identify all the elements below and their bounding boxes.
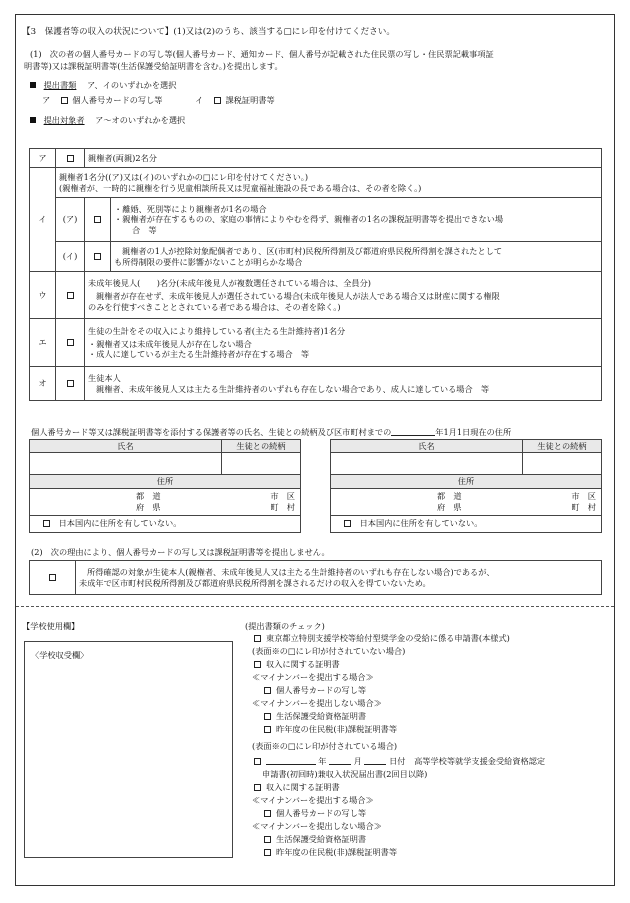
doc-type-i-checkbox[interactable] [214,97,221,104]
target-i-sub-i-checkbox[interactable] [94,253,101,260]
welfare-cert2-checkbox[interactable] [264,836,271,843]
doc-type-a-text: 個人番号カードの写し等 [72,95,163,105]
col-address: 住所 [30,475,301,488]
no-address-checkbox[interactable] [43,520,50,527]
target-i-sub-a-checkbox[interactable] [94,216,101,223]
welfare-cert-checkbox[interactable] [264,713,271,720]
target-a-text: 親権者(両親)2名分 [85,149,602,168]
sub-i-line2: も所得制限の要件に影響がないことが明らかな場合 [114,256,303,267]
pref-top: 都 道 [437,490,462,501]
target-label: 提出対象者 [43,115,85,125]
row-letter: ア [30,149,56,168]
part2-checkbox[interactable] [49,574,56,581]
doc-type-i-text: 課税証明書等 [225,95,275,105]
part2-line1: 所得確認の対象が生徒本人(親権者、未成年後見人又は主たる生計維持者のいずれも存在しない場合)であるが、 [87,567,495,578]
no-address-checkbox[interactable] [344,520,351,527]
guardian-table-left [29,439,301,533]
city-bottom: 町 村 [571,501,596,512]
school-receipt-box [24,641,233,858]
row-letter: オ [30,367,56,401]
part2-line2: 未成年で区市町村民税所得割及び都道府県民税所得割を課されるだけの収入を得ていないため。 [79,577,431,588]
doc-type-a-checkbox[interactable] [61,97,68,104]
welfare-cert [262,711,366,721]
mynumber-copy2 [262,808,366,818]
income-cert2-text: 収入に関する証明書 [266,782,340,792]
income-cert-text: 収入に関する証明書 [266,659,340,669]
mynumber-copy2-text: 個人番号カードの写し等 [276,808,367,818]
guardian-address-field[interactable] [30,488,301,515]
income-cert-checkbox[interactable] [254,661,261,668]
target-row-u [30,272,602,319]
pref-top: 都 道 [136,490,161,501]
income-cert2 [252,782,340,792]
target-o-line2: 親権者、未成年後見人又は主たる生計維持者のいずれも存在しない場合であり、成人に達している場合 等 [96,383,490,394]
part2-table [29,560,602,595]
tax-cert2-checkbox[interactable] [264,849,271,856]
support-app-checkbox[interactable] [254,758,261,765]
bullet-square-icon [30,82,36,88]
target-e-bullet1: ・親権者又は未成年後見人が存在しない場合 [88,338,252,349]
doc-type-a-letter: ア [42,95,51,105]
dashed-divider [16,606,614,607]
date-month-label: 月 [353,756,362,766]
check-item1-text: 東京都立特別支援学校等給付型奨学金の受給に係る申請書(本様式) [266,633,510,643]
mynumber-submit: ≪マイナンバーを提出する場合≫ [252,672,374,682]
mynumber-copy-checkbox[interactable] [264,687,271,694]
day-blank-field[interactable] [364,756,386,765]
mynumber-copy2-checkbox[interactable] [264,810,271,817]
target-row-i-sub-i [30,242,602,272]
sub-letter: (イ) [56,242,85,272]
col-relation: 生徒との続柄 [222,440,301,453]
guardian-address-field[interactable] [331,488,602,515]
school-receipt-label: 〈学校収受欄〉 [31,650,89,660]
guardian-heading [31,427,511,437]
doc-type-options [42,95,275,105]
target-u-checkbox[interactable] [67,292,74,299]
sub-a-bullet2b: 合 等 [132,224,157,235]
mynumber-copy-text: 個人番号カードの写し等 [276,685,367,695]
row-letter: イ [30,168,56,272]
doc-type-i-letter: イ [195,95,204,105]
school-title: 【学校使用欄】 [22,621,80,631]
sub-letter: (ア) [56,198,85,242]
row-letter: エ [30,319,56,367]
mynumber-copy [262,685,366,695]
target-i-line2: (親権者が、一時的に親権を行う児童相談所長又は児童福祉施設の長である場合は、その者を除く。) [59,182,422,193]
city-top: 市 区 [270,490,295,501]
section-title: 【3 保護者等の収入の状況について】(1)又は(2)のうち、該当する□にレ印を付けてください。 [22,27,395,37]
doc-type-row [30,80,176,90]
mynumber-submit2: ≪マイナンバーを提出する場合≫ [252,795,374,805]
support-app-row [252,756,545,766]
target-row [30,115,185,125]
target-e-bullet2: ・成人に達しているが主たる生計維持者が存在する場合 等 [88,349,310,360]
mynumber-not-submit: ≪マイナンバーを提出しない場合≫ [252,698,382,708]
doc-type-instruction: ア、イのいずれかを選択 [86,80,177,90]
checked-heading: (表面※の□にレ印が付されている場合) [252,741,398,751]
guardian-relation-field[interactable] [523,453,602,475]
target-u-line2: 親権者が存在せず、未成年後見人が選任されている場合(未成年後見人が法人である場合又は財産に関する権限 [96,291,500,302]
row-letter: ウ [30,272,56,319]
unchecked-heading: (表面※の□にレ印が付されていない場合) [252,646,406,656]
no-address-label: 日本国内に住所を有していない。 [58,518,182,529]
target-u-line3: のみを行使すべきこととされている者である場合は、その者を除く。) [88,301,341,312]
era-blank-field[interactable] [266,756,316,765]
welfare-cert2 [262,834,366,844]
income-cert2-checkbox[interactable] [254,784,261,791]
pref-bottom: 府 県 [136,501,161,512]
target-row-i-sub-a [30,198,602,242]
target-table [29,148,602,401]
guardian-heading-part1: 個人番号カード等又は課税証明書等を添付する保護者等の氏名、生徒との続柄及び区市町村までの [31,427,392,437]
part1-intro-line1: (1) 次の者の個人番号カードの写し等(個人番号カード、通知カード、個人番号が記載された住民票の写し・住民票記載事項証 [30,49,494,59]
target-instruction: ア～オのいずれかを選択 [95,115,186,125]
part1-intro-line2: 明書等)又は課税証明書等(生活保護受給証明書を含む。)を提出します。 [24,61,283,71]
city-bottom: 町 村 [270,501,295,512]
target-row-o [30,367,602,401]
support-app-text: 高等学校等就学支援金受給資格認定 [414,756,546,766]
tax-cert2-text: 昨年度の住民税(非)課税証明書等 [276,847,398,857]
year-blank-field[interactable] [391,427,435,436]
target-e-checkbox[interactable] [67,339,74,346]
tax-cert2 [262,847,397,857]
guardian-name-field[interactable] [30,453,222,475]
check-item1-checkbox[interactable] [254,635,261,642]
check-title: (提出書類のチェック) [245,621,325,631]
pref-bottom: 府 県 [437,501,462,512]
tax-cert-checkbox[interactable] [264,726,271,733]
welfare-cert2-text: 生活保護受給資格証明書 [276,834,367,844]
doc-type-label: 提出書類 [43,80,77,90]
target-u-line1: 未成年後見人( )名分(未成年後見人が複数選任されている場合は、全員分) [88,278,371,289]
city-top: 市 区 [571,490,596,501]
no-address-label: 日本国内に住所を有していない。 [359,518,483,529]
sub-i-line1: 親権者の1人が控除対象配偶者であり、区(市町村)民税所得割及び都道府県民税所得割を課されたとして [122,246,503,257]
date-day-label: 日付 [389,756,406,766]
guardian-heading-part2: 年1月1日現在の住所 [435,427,512,437]
target-a-checkbox[interactable] [67,155,74,162]
part2-heading: (2) 次の理由により、個人番号カードの写し又は課税証明書等を提出しません。 [31,547,330,557]
bullet-square-icon [30,117,36,123]
tax-cert [262,724,397,734]
col-name: 氏名 [30,440,222,453]
target-i-line1: 親権者1名分((ア)又は(イ)のいずれかの□にレ印を付けてください。) [59,172,309,183]
target-o-checkbox[interactable] [67,380,74,387]
support-app-text2: 申請書(初回時)兼収入状況届出書(2回目以降) [262,769,428,779]
target-row-e [30,319,602,367]
guardian-table-right [330,439,602,533]
income-cert [252,659,340,669]
col-name: 氏名 [331,440,523,453]
check-item1 [252,633,510,643]
month-blank-field[interactable] [329,756,351,765]
sub-a-bullet2: ・親権者が存在するものの、家庭の事情によりやむを得ず、親権者の1名の課税証明書等を提出できない場 [114,214,504,225]
welfare-cert-text: 生活保護受給資格証明書 [276,711,367,721]
target-row-i-header [30,168,602,198]
tax-cert-text: 昨年度の住民税(非)課税証明書等 [276,724,398,734]
guardian-name-field[interactable] [331,453,523,475]
col-address: 住所 [331,475,602,488]
mynumber-not-submit2: ≪マイナンバーを提出しない場合≫ [252,821,382,831]
guardian-relation-field[interactable] [222,453,301,475]
date-year-label: 年 [318,756,327,766]
target-row-a [30,149,602,168]
sub-a-bullet1: ・離婚、死別等により親権者が1名の場合 [114,204,267,215]
col-relation: 生徒との続柄 [523,440,602,453]
target-e-line1: 生徒の生計をその収入により維持している者(主たる生計維持者)1名分 [88,325,346,336]
target-o-line1: 生徒本人 [88,373,121,384]
